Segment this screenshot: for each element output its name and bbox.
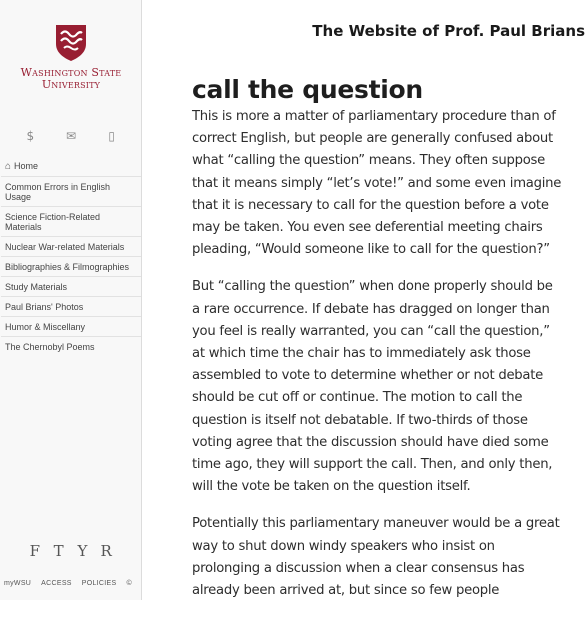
sidebar-item-label: Home	[14, 161, 39, 171]
sidebar-item-study-materials[interactable]: Study Materials	[1, 276, 141, 296]
paragraph: Potentially this parliamentary maneuver would be a great way to shut down windy speakers who insist on prolonging a discussion when a clear consensus has already been arrived at, but since so few people	[192, 516, 560, 599]
sidebar	[0, 0, 142, 600]
logo-line-1: Washington State	[20, 66, 122, 79]
dollar-icon[interactable]: $	[26, 129, 35, 143]
paragraph: This is more a matter of parliamentary procedure than of correct English, but people are generally confused about what “calling the question” means. They often suppose that it means simply “let’s vote!” and some even imagine that it is necessary to call for the question before a vote may be taken. You even see deferential meeting chairs pleading, “Would someone like to call for the question?”	[192, 109, 562, 258]
sidebar-item-humor[interactable]: Humor & Miscellany	[1, 316, 141, 336]
youtube-icon[interactable]: Y	[77, 542, 89, 560]
sidebar-item-home[interactable]	[1, 156, 141, 176]
sidebar-item-common-errors[interactable]: Common Errors in English Usage	[1, 176, 141, 206]
sidebar-item-chernobyl[interactable]: The Chernobyl Poems	[1, 336, 141, 356]
logo-line-2: University	[41, 78, 101, 91]
wsu-logo[interactable]	[0, 24, 142, 91]
rss-icon[interactable]: R	[100, 542, 113, 560]
sidebar-item-photos[interactable]: Paul Brians' Photos	[1, 296, 141, 316]
social-links	[0, 542, 142, 560]
box-icon[interactable]: ▯	[108, 129, 115, 143]
facebook-icon[interactable]: F	[29, 542, 42, 560]
footer-link-copyright[interactable]: ©	[126, 580, 132, 587]
sidebar-nav	[0, 156, 142, 356]
paragraph: But “calling the question” when done properly should be a rare occurrence. If debate has dragged on longer than you feel is really warranted, you can “call the question,” at which time the chair has to immediately ask those assembled to vote to determine whether or not debate should be cut off or continue. The motion to call the question is itself not debatable. If two-thirds of those voting agree that the discussion should have died some time ago, they will support the call. Then, and only then, will the vote be taken on the question itself.	[192, 279, 553, 495]
home-icon: ⌂	[5, 161, 12, 172]
footer-links	[4, 580, 142, 587]
page-title: call the question	[192, 75, 423, 104]
footer-link-access[interactable]: ACCESS	[41, 580, 72, 587]
mail-icon[interactable]: ✉	[65, 129, 77, 143]
sidebar-item-nuclear-war[interactable]: Nuclear War-related Materials	[1, 236, 141, 256]
sidebar-item-science-fiction[interactable]: Science Fiction-Related Materials	[1, 206, 141, 236]
sidebar-item-bibliographies[interactable]: Bibliographies & Filmographies	[1, 256, 141, 276]
twitter-icon[interactable]: T	[53, 542, 65, 560]
footer-link-mywsu[interactable]: myWSU	[4, 580, 32, 587]
footer-link-policies[interactable]: POLICIES	[81, 580, 117, 587]
wsu-wordmark	[0, 67, 142, 91]
utility-icons	[0, 129, 142, 143]
wsu-shield-icon	[55, 24, 87, 62]
main-content	[192, 75, 562, 617]
site-title[interactable]: The Website of Prof. Paul Brians	[312, 22, 585, 40]
